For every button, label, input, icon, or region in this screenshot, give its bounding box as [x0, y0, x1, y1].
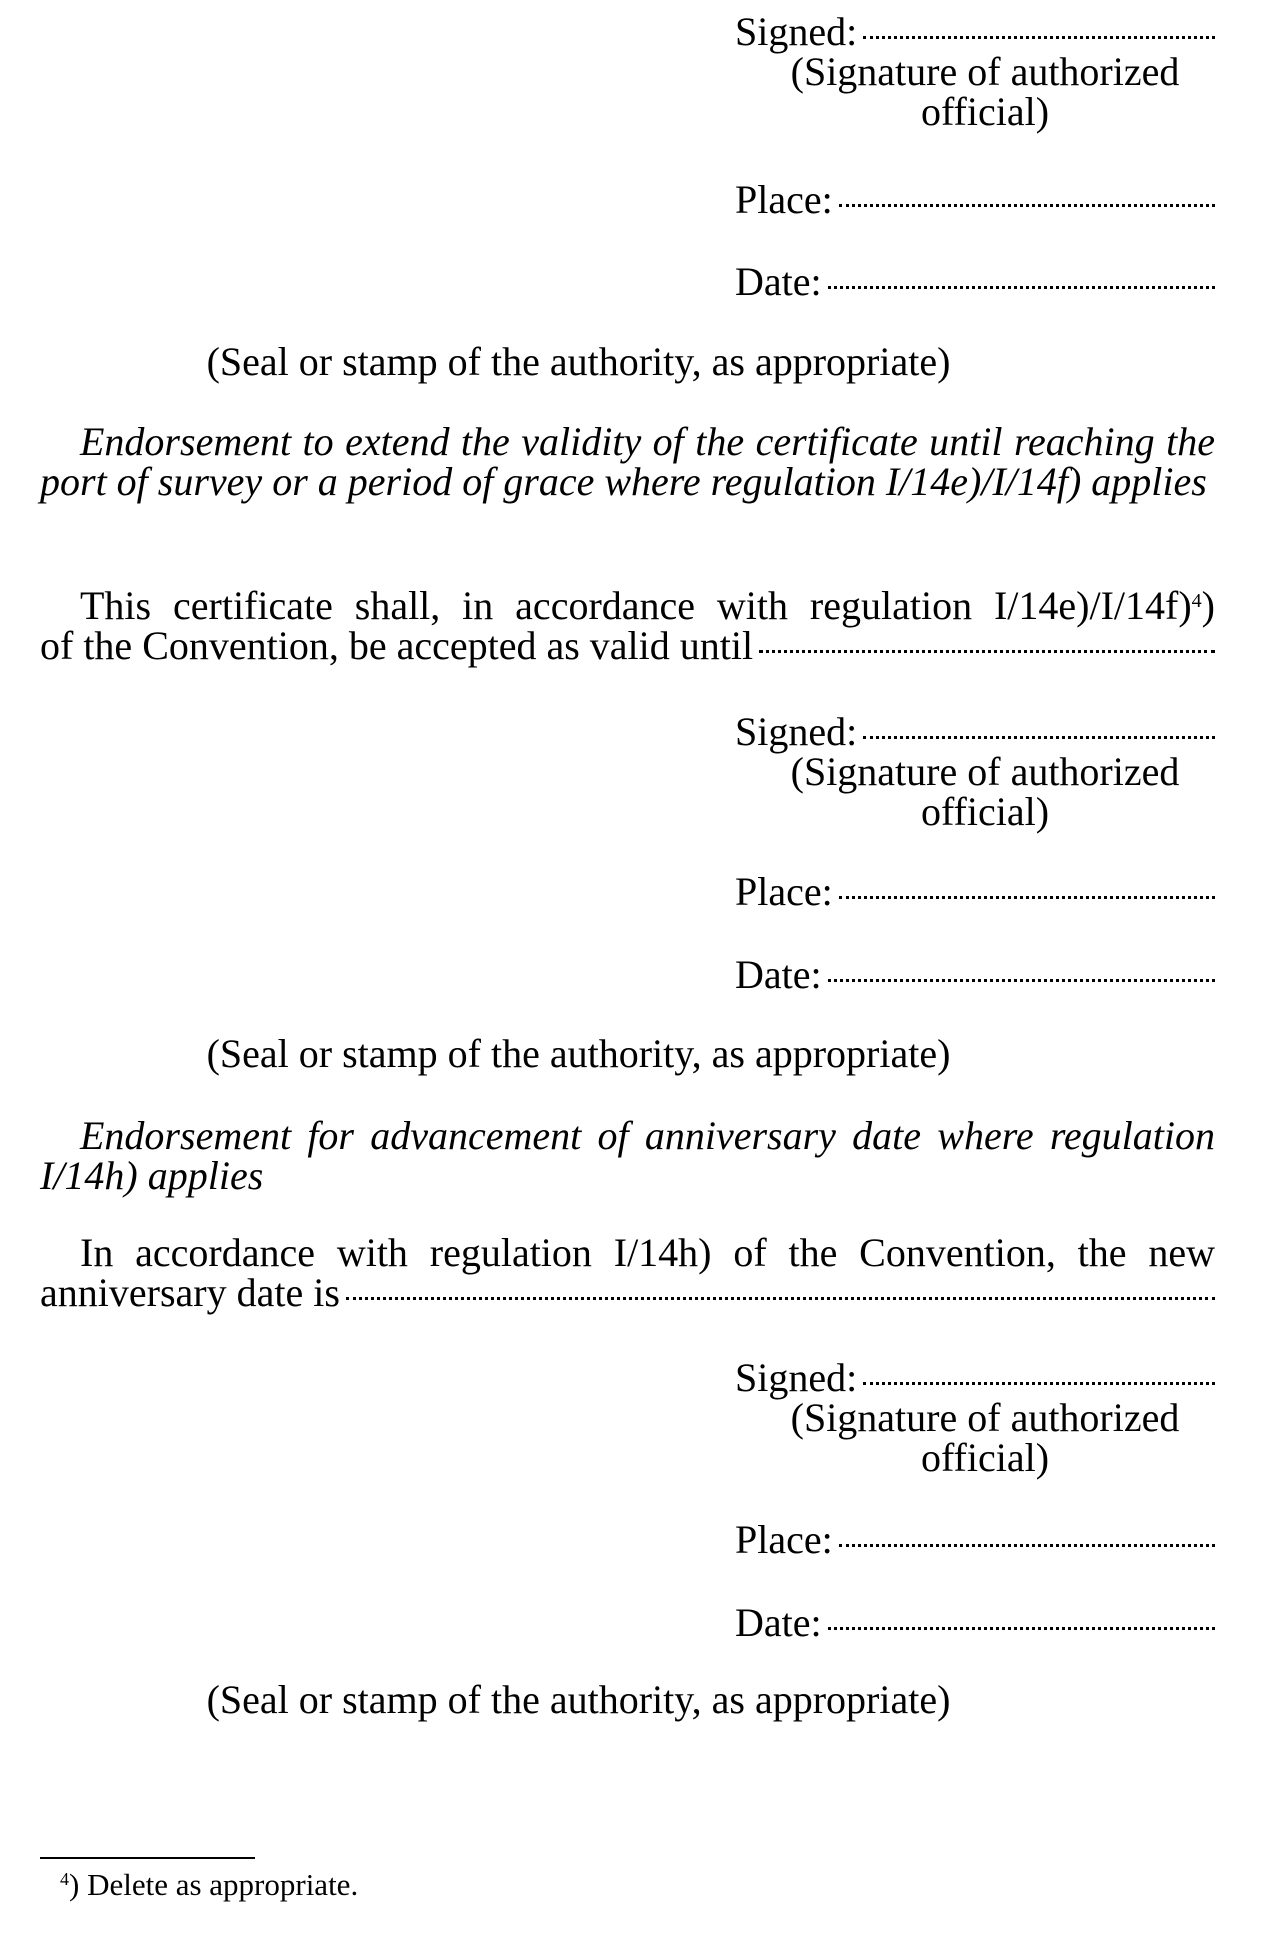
- date-label: Date:: [735, 1600, 822, 1645]
- signed-field-3: [735, 1355, 1215, 1400]
- date-dotted-line: [828, 1627, 1215, 1630]
- signed-field-1: [735, 9, 1215, 54]
- signature-caption-line1: (Signature of authorized: [790, 49, 1180, 94]
- signature-caption-line1: (Signature of authorized: [790, 749, 1180, 794]
- date-field-3: [735, 1600, 1215, 1645]
- signature-caption: [745, 49, 1225, 134]
- validity-paragraph: [40, 583, 1215, 668]
- endorsement-heading-anniversary: Endorsement for advancement of anniversary date where regulation I/14h) applies: [40, 1113, 1215, 1198]
- date-dotted-line: [828, 979, 1215, 982]
- signature-caption: [745, 1395, 1225, 1480]
- anniversary-paragraph: [40, 1230, 1215, 1315]
- signature-caption: [745, 749, 1225, 834]
- date-field-1: [735, 259, 1215, 304]
- signature-caption-line2: official): [920, 1435, 1050, 1480]
- seal-text-2: (Seal or stamp of the authority, as appropriate): [206, 1031, 951, 1076]
- place-dotted-line: [839, 204, 1215, 207]
- footnote-separator: [40, 1857, 255, 1859]
- seal-text-1: (Seal or stamp of the authority, as appropriate): [206, 339, 951, 384]
- signature-section-2: [735, 709, 1215, 834]
- signature-section-3: [735, 1355, 1215, 1480]
- anniversary-date-dotted-line: [346, 1297, 1215, 1300]
- signed-label: Signed:: [735, 1355, 858, 1400]
- signature-caption-line1: (Signature of authorized: [790, 1395, 1180, 1440]
- signature-caption-line2: official): [920, 789, 1050, 834]
- footnote-number: 4: [60, 1869, 69, 1889]
- place-label: Place:: [735, 177, 833, 222]
- footnote-mark: 4: [1191, 590, 1202, 612]
- date-label: Date:: [735, 259, 822, 304]
- endorsement-heading-validity: Endorsement to extend the validity of the certificate until reaching the port of survey or a period of grace where regulation I/14e)/I/14f) applies: [40, 419, 1215, 504]
- date-dotted-line: [828, 286, 1215, 289]
- footnote-number-close: ): [69, 1867, 80, 1902]
- signed-label: Signed:: [735, 709, 858, 754]
- signed-field-2: [735, 709, 1215, 754]
- anniversary-paragraph-line1: In accordance with regulation I/14h) of the Convention, the new: [80, 1230, 1215, 1275]
- anniversary-paragraph-line2: anniversary date is: [40, 1273, 1215, 1313]
- place-label: Place:: [735, 1517, 833, 1562]
- signature-caption-line2: official): [920, 89, 1050, 134]
- place-dotted-line: [839, 896, 1215, 899]
- signed-label: Signed:: [735, 9, 858, 54]
- signature-section-1: [735, 9, 1215, 134]
- signed-dotted-line: [863, 736, 1215, 739]
- date-field-2: [735, 952, 1215, 997]
- valid-until-dotted-line: [759, 650, 1215, 653]
- validity-paragraph-line1: This certificate shall, in accordance with regulation I/14e)/I/14f)$^4$): [80, 583, 1215, 628]
- place-field-1: [735, 177, 1215, 222]
- validity-paragraph-line2: of the Convention, be accepted as valid until: [40, 626, 1215, 666]
- footnote-text: Delete as appropriate.: [87, 1867, 359, 1902]
- date-label: Date:: [735, 952, 822, 997]
- signed-dotted-line: [863, 36, 1215, 39]
- signed-dotted-line: [863, 1382, 1215, 1385]
- footnote: [60, 1868, 358, 1902]
- place-dotted-line: [839, 1544, 1215, 1547]
- place-field-3: [735, 1517, 1215, 1562]
- seal-text-3: (Seal or stamp of the authority, as appropriate): [206, 1677, 951, 1722]
- place-label: Place:: [735, 869, 833, 914]
- place-field-2: [735, 869, 1215, 914]
